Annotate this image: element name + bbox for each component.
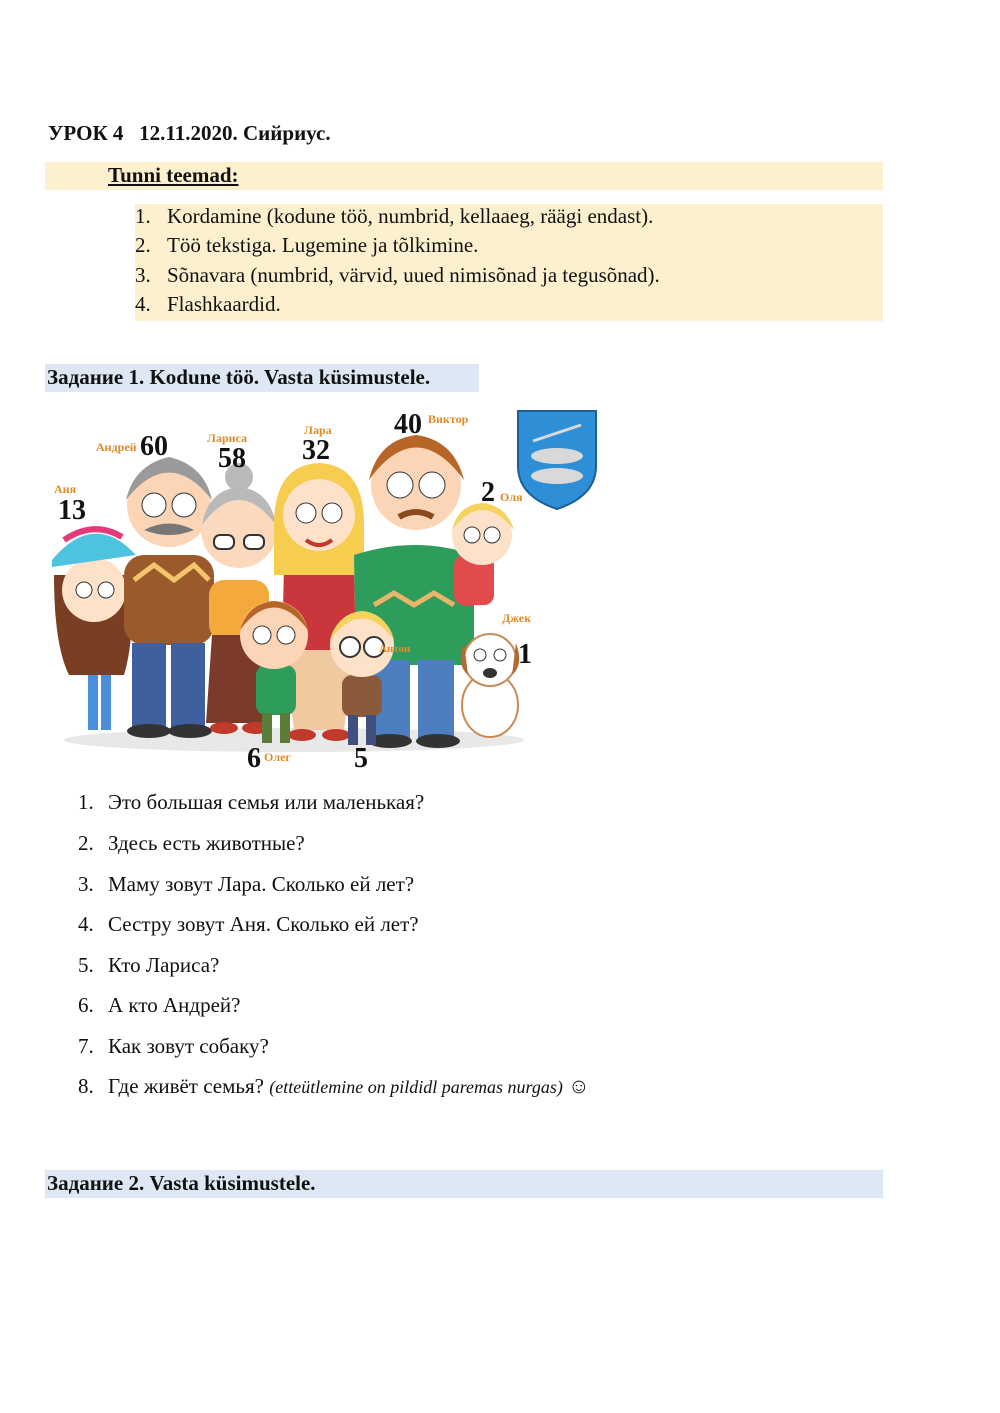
question-item: 1. Это большая семья или маленькая?	[78, 790, 425, 814]
question-item: 5. Кто Лариса?	[78, 953, 220, 977]
age-lara: 32	[302, 435, 330, 466]
question-item: 7. Как зовут собаку?	[78, 1034, 269, 1058]
age-viktor: 40	[394, 409, 422, 440]
question-item: 8. Где живёт семья? (etteütlemine on pildidl paremas nurgas) ☺	[78, 1074, 590, 1098]
question-item: 6. А кто Андрей?	[78, 993, 241, 1017]
age-anton: 5	[354, 743, 368, 774]
age-larisa: 58	[218, 443, 246, 474]
age-andrey: 60	[140, 431, 168, 462]
topic-item: 3. Sõnavara (numbrid, värvid, uued nimisõnad ja tegusõnad).	[135, 263, 660, 287]
name-dog: Джек	[502, 611, 532, 625]
task1-title: Задание 1. Kodune töö. Vasta küsimustele.	[47, 365, 431, 389]
name-viktor: Виктор	[428, 412, 469, 426]
age-dog: 1	[518, 639, 532, 670]
age-olya: 2	[481, 477, 495, 508]
age-oleg: 6	[247, 743, 261, 774]
question-item: 4. Сестру зовут Аня. Сколько ей лет?	[78, 912, 419, 936]
topics-box	[135, 204, 883, 321]
name-andrey: Андрей	[96, 440, 137, 454]
lesson-title: УРОК 4 12.11.2020. Сийриус.	[48, 121, 331, 145]
smiley-icon: ☺	[568, 1074, 590, 1098]
name-anya: Аня	[54, 482, 77, 496]
figure-anya	[52, 529, 136, 730]
topic-item: 4. Flashkaardid.	[135, 292, 281, 316]
task2-bar	[45, 1170, 883, 1198]
family-drawing	[44, 405, 604, 775]
task1-bar	[45, 364, 479, 392]
age-anya: 13	[58, 495, 86, 526]
task2-title: Задание 2. Vasta küsimustele.	[47, 1171, 316, 1195]
name-lara: Лара	[304, 423, 332, 437]
coat-of-arms	[518, 411, 596, 509]
name-anton: Антон	[379, 643, 411, 655]
figure-dog	[461, 634, 519, 737]
figure-andrey	[124, 457, 214, 738]
family-illustration	[44, 405, 604, 775]
name-larisa: Лариса	[207, 431, 248, 445]
topic-item: 1. Kordamine (kodune töö, numbrid, kellaaeg, räägi endast).	[135, 204, 654, 228]
question-item: 2. Здесь есть животные?	[78, 831, 305, 855]
name-oleg: Олег	[264, 750, 291, 764]
topics-heading: Tunni teemad:	[108, 163, 239, 187]
topic-item: 2. Töö tekstiga. Lugemine ja tõlkimine.	[135, 233, 479, 257]
question-note: (etteütlemine on pildidl paremas nurgas)	[269, 1077, 563, 1097]
question-item: 3. Маму зовут Лара. Сколько ей лет?	[78, 872, 415, 896]
name-olya: Оля	[500, 490, 523, 504]
figure-olya	[452, 503, 514, 605]
